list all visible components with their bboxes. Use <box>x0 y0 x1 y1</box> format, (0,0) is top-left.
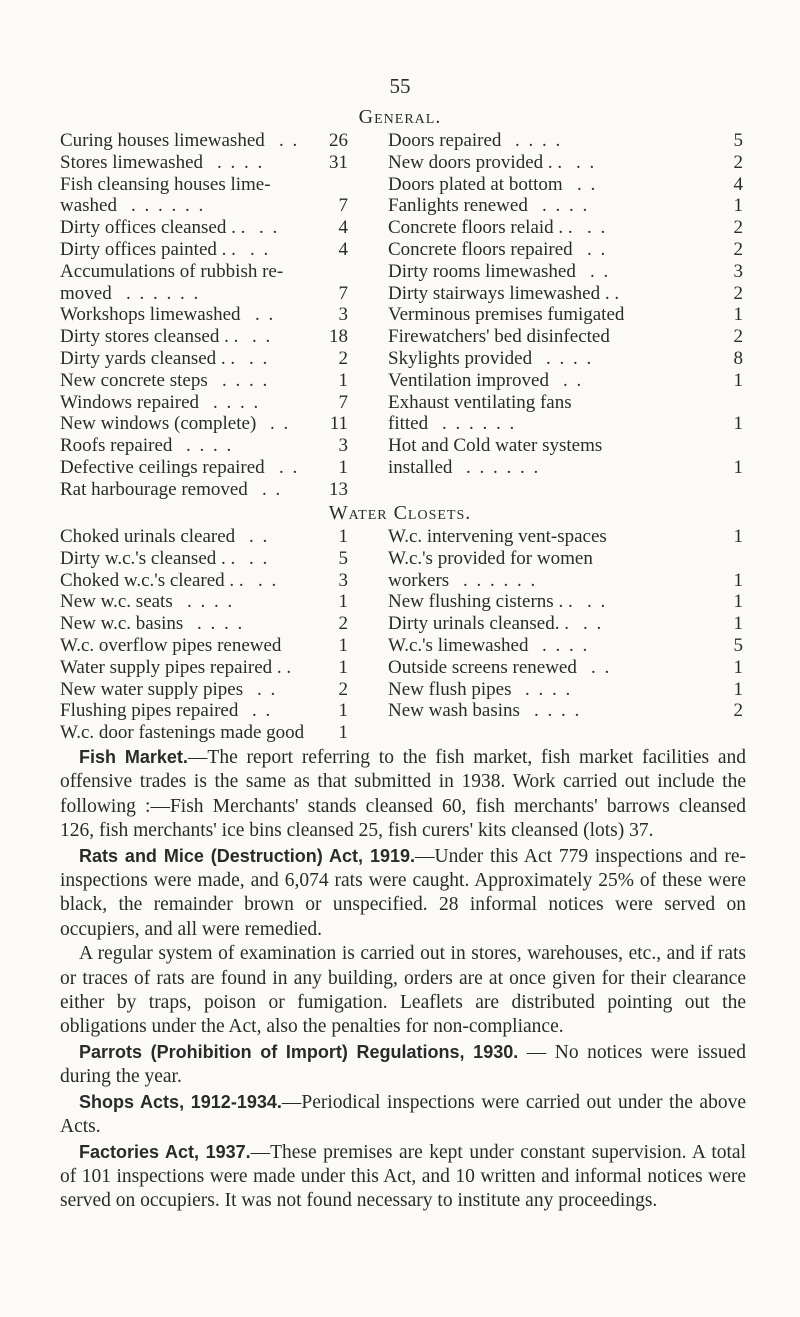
row-label: W.c.'s limewashed <box>388 634 529 656</box>
row-leader-dots: . . <box>279 456 300 478</box>
table-row <box>60 457 348 479</box>
row-leader-dots: . . <box>252 700 273 722</box>
row-label: Dirty stairways limewashed . . <box>388 282 620 304</box>
table-row <box>388 261 743 283</box>
row-value: 2 <box>733 238 743 260</box>
row-value: 2 <box>733 217 743 239</box>
row-label: Dirty offices painted . . <box>60 238 236 260</box>
table-row <box>388 657 743 679</box>
section-heading-water-closets: Water Closets. <box>328 502 472 524</box>
row-label: Verminous premises fumigated <box>388 304 625 326</box>
table-row <box>388 239 743 261</box>
table-row <box>60 392 348 414</box>
table-row <box>60 348 348 370</box>
row-label: Exhaust ventilating fans <box>388 391 572 413</box>
water-closets-right-column <box>388 526 743 722</box>
row-label: New w.c. seats <box>60 591 173 613</box>
table-row <box>388 635 743 657</box>
table-row <box>60 239 348 261</box>
row-label: Concrete floors relaid . . <box>388 217 573 239</box>
row-leader-dots: . . <box>279 130 300 151</box>
row-label: Windows repaired <box>60 391 200 413</box>
row-label: Stores limewashed <box>60 151 204 173</box>
table-row <box>60 152 348 174</box>
row-value: 2 <box>733 282 743 304</box>
row-label: W.c. door fastenings made good <box>60 722 305 744</box>
table-row <box>388 130 743 152</box>
row-value: 1 <box>338 722 348 744</box>
row-value: 13 <box>329 478 348 500</box>
row-label: New flush pipes <box>388 678 512 700</box>
row-label: Choked w.c.'s cleared . . <box>60 569 244 591</box>
row-leader-dots: . . <box>252 326 273 348</box>
row-label: Defective ceilings repaired <box>60 456 265 478</box>
table-row <box>388 392 743 414</box>
section-heading-general: General. <box>358 106 442 128</box>
row-label: New w.c. basins <box>60 613 184 635</box>
row-leader-dots: . . <box>270 413 291 435</box>
table-row <box>60 304 348 326</box>
row-label: Ventilation improved <box>388 369 549 391</box>
row-value: 2 <box>733 700 743 722</box>
row-label: Dirty yards cleansed . . <box>60 347 236 369</box>
table-row <box>388 570 743 592</box>
paragraph-rats-and-mice: Rats and Mice (Destruction) Act, 1919.—Under this Act 779 inspections and re-inspections were made, and 6,074 rats were caught. Approximately 25% of these were black, the remainder brown or unspecified. 28 informal notices were served on occupiers, and all were remedied. <box>60 845 746 940</box>
row-leader-dots: . . . . . . <box>463 569 538 591</box>
row-leader-dots: . . . . <box>222 369 270 391</box>
row-value: 1 <box>733 413 743 435</box>
row-label: New water supply pipes <box>60 678 244 700</box>
row-value: 2 <box>733 151 743 173</box>
row-value: 1 <box>338 700 348 722</box>
row-value: 1 <box>338 526 348 547</box>
row-leader-dots: . . . . <box>542 634 590 656</box>
row-label: New doors provided . . <box>388 151 563 173</box>
table-row <box>388 370 743 392</box>
row-value: 31 <box>329 151 348 173</box>
row-value: 1 <box>733 591 743 613</box>
row-value: 2 <box>338 678 348 700</box>
row-value: 4 <box>733 173 743 195</box>
row-value: 1 <box>733 526 743 547</box>
row-leader-dots: . . <box>262 478 283 500</box>
table-row <box>60 413 348 435</box>
row-value: 7 <box>338 282 348 304</box>
row-label: Curing houses limewashed <box>60 130 265 151</box>
row-label: W.c. overflow pipes renewed <box>60 634 282 656</box>
row-label: Skylights provided <box>388 347 533 369</box>
row-leader-dots: . . . . <box>515 130 563 151</box>
row-value: 1 <box>338 656 348 678</box>
row-value: 5 <box>338 547 348 569</box>
row-label: W.c. intervening vent-spaces <box>388 526 607 547</box>
row-leader-dots: . . <box>577 173 598 195</box>
row-label: Dirty stores cleansed . . <box>60 326 239 348</box>
row-label: fitted <box>388 413 429 435</box>
row-leader-dots: . . . . <box>546 347 594 369</box>
row-label: Dirty w.c.'s cleansed . . <box>60 547 236 569</box>
table-row <box>388 548 743 570</box>
row-label: Fanlights renewed <box>388 195 528 217</box>
table-row <box>60 526 348 548</box>
row-value: 1 <box>338 369 348 391</box>
table-row <box>388 348 743 370</box>
row-value: 1 <box>733 613 743 635</box>
row-leader-dots: . . . . <box>213 391 261 413</box>
row-label: Choked urinals cleared <box>60 526 236 547</box>
row-value: 1 <box>733 369 743 391</box>
row-leader-dots: . . <box>590 260 611 282</box>
row-leader-dots: . . <box>257 678 278 700</box>
table-row <box>388 283 743 305</box>
row-leader-dots: . . . . <box>217 151 265 173</box>
paragraph-factories-act: Factories Act, 1937.—These premises are kept under constant supervision. A total of 101 inspections were made under this Act, and 10 written and informal notices were served on occupiers. It was not found necessary to institute any proceedings. <box>60 1141 747 1212</box>
paragraph-shops-acts: Shops Acts, 1912-1934.—Periodical inspections were carried out under the above Acts. <box>60 1091 746 1138</box>
row-label: New flushing cisterns . . <box>388 591 573 613</box>
row-label: Outside screens renewed <box>388 656 577 678</box>
row-label: Flushing pipes repaired <box>60 700 239 722</box>
row-value: 2 <box>733 326 743 348</box>
row-value: 4 <box>338 238 348 260</box>
row-label: Rat harbourage removed <box>60 478 248 500</box>
row-label: Doors repaired <box>388 130 502 151</box>
row-leader-dots: . . <box>591 656 612 678</box>
row-leader-dots: . . <box>576 151 597 173</box>
row-leader-dots: . . <box>587 217 608 239</box>
row-leader-dots: . . . . <box>197 613 245 635</box>
table-row <box>60 479 348 501</box>
row-label: Hot and Cold water systems <box>388 435 603 457</box>
row-leader-dots: . . <box>583 613 604 635</box>
row-leader-dots: . . <box>249 547 270 569</box>
row-leader-dots: . . <box>250 238 271 260</box>
row-label: moved <box>60 282 112 304</box>
row-leader-dots: . . . . <box>525 678 573 700</box>
row-leader-dots: . . <box>563 369 584 391</box>
table-row <box>60 283 348 305</box>
row-label: Dirty urinals cleansed. . <box>388 613 569 635</box>
table-row <box>60 195 348 217</box>
row-label: Roofs repaired <box>60 435 173 457</box>
row-leader-dots: . . . . . . <box>126 282 201 304</box>
row-leader-dots: . . . . <box>186 435 234 457</box>
table-row <box>60 370 348 392</box>
table-row <box>60 548 348 570</box>
row-leader-dots: . . <box>249 526 270 547</box>
row-value: 7 <box>338 391 348 413</box>
paragraph-fish-market: Fish Market.—The report referring to the fish market, fish market facilities and offensive trades is the same as that submitted in 1938. Work carried out include the following :—Fish Merchants' stands cleansed 60, fish merchants' barrows cleansed 126, fish merchants' ice bins cleansed 25, fish curers' kits cleansed (lots) 37. <box>60 747 747 842</box>
row-value: 2 <box>338 347 348 369</box>
row-label: Dirty offices cleansed . . <box>60 217 246 239</box>
row-leader-dots: . . . . <box>542 195 590 217</box>
row-leader-dots: . . . . . . <box>442 413 517 435</box>
water-closets-left-column <box>60 526 348 744</box>
row-value: 5 <box>733 130 743 151</box>
row-value: 26 <box>329 130 348 151</box>
row-leader-dots: . . <box>587 591 608 613</box>
row-label: washed <box>60 195 117 217</box>
row-leader-dots: . . <box>258 569 279 591</box>
row-value: 1 <box>338 634 348 656</box>
row-value: 1 <box>733 569 743 591</box>
table-row <box>388 174 743 196</box>
row-label: W.c.'s provided for women <box>388 547 593 569</box>
row-label: New wash basins <box>388 700 520 722</box>
general-right-column <box>388 130 743 479</box>
table-row <box>388 413 743 435</box>
table-row <box>388 152 743 174</box>
table-row <box>388 700 743 722</box>
row-leader-dots: . . . . . . <box>131 195 206 217</box>
row-value: 3 <box>733 260 743 282</box>
table-row <box>388 613 743 635</box>
row-label: Accumulations of rubbish re- <box>60 260 284 282</box>
table-row <box>60 679 348 701</box>
row-label: installed <box>388 456 453 478</box>
general-left-column <box>60 130 348 501</box>
table-row <box>60 261 348 283</box>
table-row <box>60 591 348 613</box>
table-row <box>388 217 743 239</box>
table-row <box>388 526 743 548</box>
row-leader-dots: . . . . <box>534 700 582 722</box>
row-leader-dots: . . <box>259 217 280 239</box>
row-value: 1 <box>338 591 348 613</box>
paragraph-parrots: Parrots (Prohibition of Import) Regulations, 1930. — No notices were issued during the year. <box>60 1041 746 1088</box>
row-value: 1 <box>733 656 743 678</box>
table-row <box>60 570 348 592</box>
table-row <box>60 130 348 152</box>
row-leader-dots: . . . . <box>187 591 235 613</box>
row-leader-dots: . . <box>255 304 276 326</box>
table-row <box>60 657 348 679</box>
row-value: 1 <box>733 678 743 700</box>
table-row <box>388 591 743 613</box>
table-row <box>388 195 743 217</box>
table-row <box>388 435 743 457</box>
row-value: 5 <box>733 634 743 656</box>
row-label: New windows (complete) <box>60 413 257 435</box>
row-label: Doors plated at bottom <box>388 173 563 195</box>
row-value: 1 <box>733 304 743 326</box>
table-row <box>388 326 743 348</box>
row-value: 1 <box>338 456 348 478</box>
table-row <box>60 635 348 657</box>
row-label: Fish cleansing houses lime- <box>60 173 271 195</box>
table-row <box>60 722 348 744</box>
table-row <box>388 679 743 701</box>
table-row <box>60 435 348 457</box>
row-value: 1 <box>733 456 743 478</box>
row-value: 8 <box>733 347 743 369</box>
row-label: Firewatchers' bed disinfected <box>388 326 610 348</box>
row-value: 1 <box>733 195 743 217</box>
table-row <box>60 174 348 196</box>
table-row <box>388 457 743 479</box>
row-value: 3 <box>338 304 348 326</box>
row-value: 18 <box>329 326 348 348</box>
table-row <box>388 304 743 326</box>
page-number: 55 <box>389 74 411 98</box>
row-value: 11 <box>329 413 348 435</box>
row-value: 3 <box>338 435 348 457</box>
row-label: Workshops limewashed <box>60 304 241 326</box>
row-value: 2 <box>338 613 348 635</box>
table-row <box>60 326 348 348</box>
table-row <box>60 700 348 722</box>
row-label: workers <box>388 569 450 591</box>
row-label: New concrete steps <box>60 369 208 391</box>
paragraph-rat-examination: A regular system of examination is carried out in stores, warehouses, etc., and if rats or traces of rats are found in any building, orders are at once given for their clearance either by traps, poison or fumigation. Leaflets are distributed pointing out the obligations under the Act, also the penalties for non-compliance. <box>60 943 746 1038</box>
row-label: Dirty rooms limewashed <box>388 260 576 282</box>
table-row <box>60 613 348 635</box>
row-leader-dots: . . . . . . <box>466 456 541 478</box>
row-leader-dots: . . <box>587 238 608 260</box>
row-value: 4 <box>338 217 348 239</box>
row-leader-dots: . . <box>249 347 270 369</box>
body-text <box>60 745 746 1214</box>
row-label: Concrete floors repaired <box>388 238 573 260</box>
row-label: Water supply pipes repaired . . <box>60 656 292 678</box>
table-row <box>60 217 348 239</box>
row-value: 3 <box>338 569 348 591</box>
row-value: 7 <box>338 195 348 217</box>
